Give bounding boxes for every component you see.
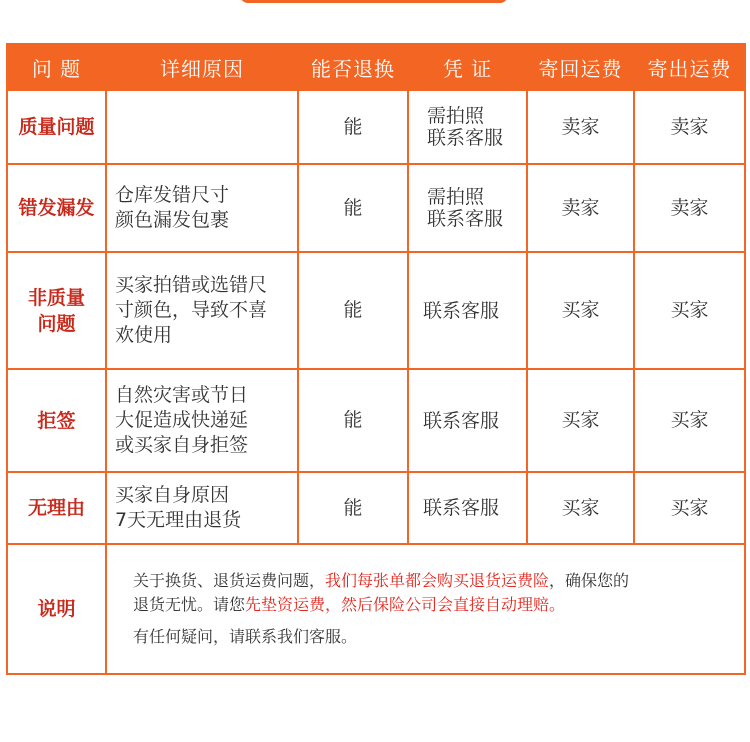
reason-line: 欢使用 bbox=[115, 324, 173, 346]
problem-cell: 质量问题 bbox=[7, 90, 106, 164]
note-label: 说明 bbox=[7, 544, 106, 674]
reason-cell bbox=[106, 369, 298, 472]
reason-line: 大促造成快递延 bbox=[115, 409, 249, 431]
table-row-non-quality bbox=[7, 252, 745, 369]
proof-line: 联系客服 bbox=[427, 127, 504, 149]
return-fee-cell: 卖家 bbox=[527, 90, 634, 164]
proof-cell bbox=[408, 164, 527, 252]
problem-cell bbox=[7, 252, 106, 369]
reason-line: 或买家自身拒签 bbox=[115, 434, 249, 456]
reason-cell bbox=[106, 164, 298, 252]
proof-cell bbox=[408, 90, 527, 164]
table-row-wrong-shipment bbox=[7, 164, 745, 252]
send-fee-cell: 卖家 bbox=[634, 90, 745, 164]
return-fee-cell: 买家 bbox=[527, 252, 634, 369]
proof-line: 需拍照 bbox=[427, 105, 485, 127]
note-line-3: 有任何疑问，请联系我们客服。 bbox=[133, 627, 358, 646]
header-problem: 问 题 bbox=[7, 44, 106, 90]
note-text: 退货无忧。请您 bbox=[133, 595, 246, 614]
note-text: 关于换货、退货运费问题， bbox=[133, 571, 326, 590]
note-highlight: 先垫资运费，然后保险公司会直接自动理赔。 bbox=[245, 595, 566, 614]
problem-cell: 无理由 bbox=[7, 472, 106, 544]
reason-line: 7天无理由退货 bbox=[115, 509, 242, 531]
return-fee-cell: 买家 bbox=[527, 369, 634, 472]
return-fee-cell: 买家 bbox=[527, 472, 634, 544]
header-return-fee: 寄回运费 bbox=[527, 44, 634, 90]
can-return-cell: 能 bbox=[298, 252, 408, 369]
table-row-refused bbox=[7, 369, 745, 472]
note-content bbox=[106, 544, 745, 674]
top-decorative-tab bbox=[240, 0, 508, 3]
proof-cell: 联系客服 bbox=[408, 472, 527, 544]
can-return-cell: 能 bbox=[298, 369, 408, 472]
header-can-return: 能否退换 bbox=[298, 44, 408, 90]
note-spacer bbox=[133, 617, 734, 625]
reason-line: 颜色漏发包裹 bbox=[115, 209, 230, 231]
reason-line: 买家拍错或选错尺 bbox=[115, 274, 268, 296]
note-line-1 bbox=[133, 569, 734, 593]
table-row-quality bbox=[7, 90, 745, 164]
header-reason: 详细原因 bbox=[106, 44, 298, 90]
can-return-cell: 能 bbox=[298, 90, 408, 164]
send-fee-cell: 买家 bbox=[634, 472, 745, 544]
send-fee-cell: 买家 bbox=[634, 252, 745, 369]
reason-cell bbox=[106, 472, 298, 544]
note-row bbox=[7, 544, 745, 674]
reason-cell bbox=[106, 252, 298, 369]
send-fee-cell: 买家 bbox=[634, 369, 745, 472]
problem-line: 非质量 bbox=[27, 286, 85, 309]
proof-line: 需拍照 bbox=[427, 186, 485, 208]
proof-cell: 联系客服 bbox=[408, 252, 527, 369]
return-policy-table bbox=[6, 43, 746, 675]
problem-line: 问题 bbox=[37, 312, 76, 335]
reason-cell bbox=[106, 90, 298, 164]
note-text: ，确保您的 bbox=[549, 571, 630, 590]
reason-line: 仓库发错尺寸 bbox=[115, 184, 230, 206]
note-highlight: 我们每张单都会购买退货运费险 bbox=[325, 571, 550, 590]
header-row bbox=[7, 44, 745, 90]
send-fee-cell: 卖家 bbox=[634, 164, 745, 252]
table-row-no-reason bbox=[7, 472, 745, 544]
can-return-cell: 能 bbox=[298, 472, 408, 544]
can-return-cell: 能 bbox=[298, 164, 408, 252]
proof-cell: 联系客服 bbox=[408, 369, 527, 472]
return-fee-cell: 卖家 bbox=[527, 164, 634, 252]
problem-cell: 错发漏发 bbox=[7, 164, 106, 252]
reason-line: 买家自身原因 bbox=[115, 484, 230, 506]
note-line-2 bbox=[133, 593, 734, 617]
reason-line: 寸颜色，导致不喜 bbox=[115, 299, 268, 321]
reason-line: 自然灾害或节日 bbox=[115, 384, 249, 406]
header-proof: 凭 证 bbox=[408, 44, 527, 90]
proof-line: 联系客服 bbox=[427, 208, 504, 230]
problem-cell: 拒签 bbox=[7, 369, 106, 472]
header-send-fee: 寄出运费 bbox=[634, 44, 745, 90]
